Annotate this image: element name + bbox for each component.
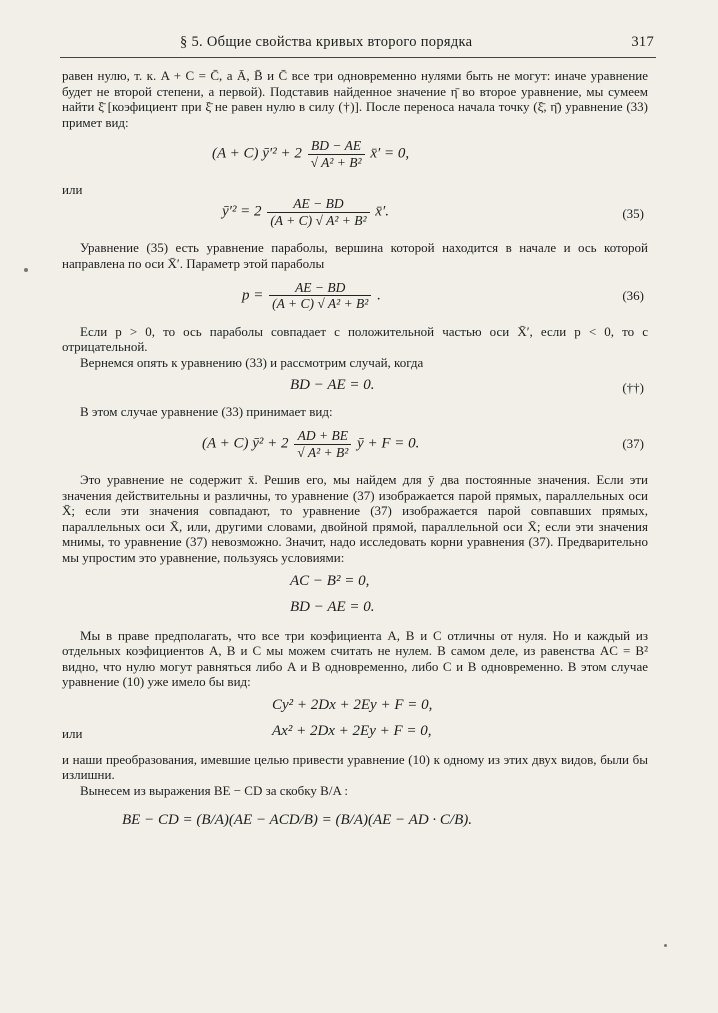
equation-rhs: . [377,286,381,303]
equation-rhs: x̄′ = 0, [370,145,410,162]
equation-rhs: ȳ + F = 0. [357,435,420,452]
equation-number: (36) [622,287,644,303]
equation-text: BE − CD = (B/A)(AE − ACD/B) = (B/A)(AE − AD · C/B). [122,811,472,828]
fraction-numerator: AE − BD [295,279,346,295]
conjunction-label: или [62,725,83,741]
fraction-denominator: √ A² + B² [308,154,365,171]
fraction-numerator: AE − BD [293,196,344,212]
page-number: 317 [631,34,654,50]
equation-number: (37) [622,435,644,451]
paragraph: Вынесем из выражения BE − CD за скобку B/A : [80,783,348,799]
equation-text: AC − B² = 0, [290,572,370,589]
equation [62,182,648,228]
equation [62,724,648,746]
equation-text: BD − AE = 0. [290,598,375,615]
equation [62,805,648,845]
scan-mark [664,944,667,947]
paragraph: Если p > 0, то ось параболы совпадает с положительной частью оси X̄′, если p < 0, то с отрицательной. [62,323,648,355]
paragraph: Мы в праве предполагать, что все три коэфициента A, B и C отличны от нуля. Но и каждый из отдельных коэфициентов A, B и C мы можем считать не нулем. В самом деле, из равенства AC = B² видно, что нулю могут равняться либо A и B одновременно, либо C и B одновременно. В этом случае уравнение (10) уже имело бы вид: [62,627,648,690]
equation [62,376,648,398]
paragraph: В этом случае уравнение (33) принимает вид: [80,404,333,420]
equation-lhs: (A + C) ȳ² + 2 [202,435,289,452]
page-body [62,68,648,851]
equation-rhs: x̄′. [375,203,389,220]
equation-lhs: (A + C) ȳ′² + 2 [212,145,302,162]
fraction-denominator: √ A² + B² [294,444,351,461]
fraction-numerator: BD − AE [311,138,362,154]
equation [62,696,648,718]
equation-lhs: ȳ′² = 2 [222,203,262,220]
fraction-numerator: AD + BE [297,427,348,443]
fraction-denominator: (A + C) √ A² + B² [269,295,371,312]
equation-lhs: p = [242,286,264,303]
equation [62,600,648,622]
equation-number: (††) [622,380,644,396]
header-rule [60,57,656,58]
conjunction-label: или [62,182,83,198]
fraction-denominator: (A + C) √ A² + B² [267,212,369,229]
equation [62,136,648,176]
equation [62,426,648,466]
equation-text: Ax² + 2Dx + 2Ey + F = 0, [272,722,432,739]
running-title: § 5. Общие свойства кривых второго порядка [180,34,473,50]
paragraph: Это уравнение не содержит x̄. Решив его, мы найдем для ȳ два постоянные значения. Если эти значения действительны и различны, то уравнение (37) изображается парой прямых, параллельных оси X̄; если эти значения совпадают, то уравнение (37) изображается парой совпавших прямых, параллельных оси X̄, или, другими словами, двойной прямой, параллельной оси X̄; если эти значения мнимы, то уравнение (37) невозможно. Значит, надо исследовать корни уравнения (37). Предварительно мы упростим это уравнение, пользуясь условиями: [62,471,648,565]
scan-mark [24,268,28,272]
paragraph: Уравнение (35) есть уравнение параболы, вершина которой находится в начале и ось которой направлена по оси X̄′. Параметр этой параболы [62,240,648,271]
equation-text: Cy² + 2Dx + 2Ey + F = 0, [272,696,433,713]
paragraph: равен нулю, т. к. A + C = C̄, а Ā, B̄ и C̄ все три одновременно нулями быть не могут: иначе уравнение будет не второй степени, а первой). Подставив найденное значение η̄ во второе уравнение, мы сумеем найти ξ̄ [коэфициент при ξ̄ не равен нулю в силу (†)]. После переноса начала точку (ξ̄, η̄) уравнение (33) примет вид: [62,68,648,130]
equation-text: BD − AE = 0. [290,377,375,394]
equation [62,278,648,318]
paragraph: Вернемся опять к уравнению (33) и рассмотрим случай, когда [80,354,424,370]
equation-number: (35) [622,206,644,222]
equation [62,572,648,594]
paragraph: и наши преобразования, имевшие целью привести уравнение (10) к одному из этих двух видов, были бы излишни. [62,751,648,783]
